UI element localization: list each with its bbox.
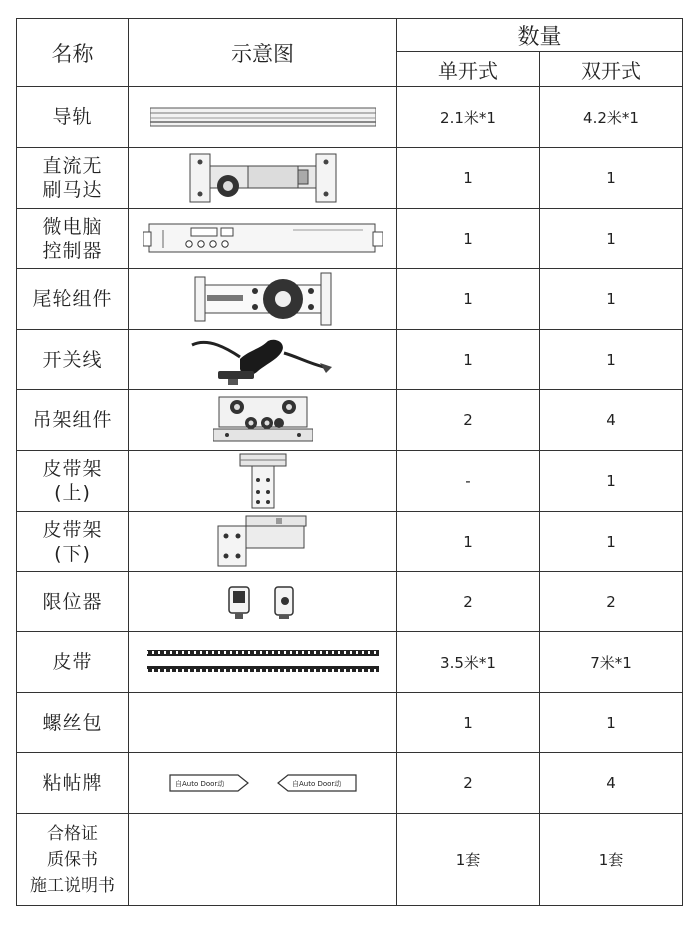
tail-wheel-image [193, 271, 333, 327]
header-single: 单开式 [397, 52, 540, 87]
belt-image [147, 648, 379, 676]
part-name: 开关线 [17, 330, 129, 390]
part-name: 皮带 [17, 632, 129, 693]
belt-bracket-lower-diagram [129, 512, 397, 572]
documents-diagram [129, 814, 397, 906]
sticker-right-label: 自Auto Door动 [291, 780, 341, 788]
qty-single: 2 [397, 753, 540, 814]
limiter-diagram [129, 572, 397, 632]
table-row [17, 209, 683, 269]
qty-single: 1 [397, 512, 540, 572]
rail-image [150, 106, 376, 128]
qty-single: 3.5米*1 [397, 632, 540, 693]
part-name: 导轨 [17, 87, 129, 148]
part-name: 微电脑 控制器 [17, 209, 129, 269]
controller-image [143, 220, 383, 258]
belt-bracket-upper-image [238, 452, 288, 510]
header-row [17, 19, 683, 52]
qty-double: 1 [540, 512, 683, 572]
screw-pack-diagram [129, 693, 397, 753]
motor-diagram [129, 148, 397, 209]
table-row [17, 451, 683, 512]
sticker-image [168, 772, 358, 794]
table-row [17, 753, 683, 814]
part-name: 吊架组件 [17, 390, 129, 451]
qty-single: 1 [397, 148, 540, 209]
table-row [17, 693, 683, 753]
part-name: 直流无 刷马达 [17, 148, 129, 209]
belt-bracket-upper-diagram [129, 451, 397, 512]
part-name: 皮带架 (上) [17, 451, 129, 512]
qty-single: 1 [397, 693, 540, 753]
part-name: 合格证 质保书 施工说明书 [17, 814, 129, 906]
rail-diagram [129, 87, 397, 148]
parts-table [16, 18, 683, 906]
qty-double: 1 [540, 451, 683, 512]
qty-double: 4 [540, 753, 683, 814]
hanger-image [213, 393, 313, 447]
qty-double: 7米*1 [540, 632, 683, 693]
qty-single: 1套 [397, 814, 540, 906]
qty-single: 2 [397, 390, 540, 451]
part-name: 限位器 [17, 572, 129, 632]
tail-wheel-diagram [129, 269, 397, 330]
belt-diagram [129, 632, 397, 693]
table-row [17, 148, 683, 209]
qty-double: 4 [540, 390, 683, 451]
part-name: 尾轮组件 [17, 269, 129, 330]
qty-single: 2 [397, 572, 540, 632]
table-row [17, 632, 683, 693]
qty-single: 1 [397, 209, 540, 269]
part-name: 螺丝包 [17, 693, 129, 753]
part-name: 粘帖牌 [17, 753, 129, 814]
table-row [17, 390, 683, 451]
limiter-image [225, 583, 301, 621]
hanger-diagram [129, 390, 397, 451]
qty-single: 2.1米*1 [397, 87, 540, 148]
table-row [17, 87, 683, 148]
qty-single: 1 [397, 330, 540, 390]
table-row [17, 572, 683, 632]
sticker-left-label: 自Auto Door动 [174, 780, 224, 788]
table-row [17, 512, 683, 572]
table-row [17, 330, 683, 390]
header-quantity: 数量 [397, 19, 683, 52]
qty-double: 1 [540, 269, 683, 330]
switch-cable-image [188, 333, 338, 387]
switch-cable-diagram [129, 330, 397, 390]
qty-double: 2 [540, 572, 683, 632]
controller-diagram [129, 209, 397, 269]
qty-double: 1 [540, 148, 683, 209]
motor-image [188, 152, 338, 204]
qty-single: - [397, 451, 540, 512]
qty-single: 1 [397, 269, 540, 330]
qty-double: 1 [540, 209, 683, 269]
header-diagram: 示意图 [129, 19, 397, 87]
part-name: 皮带架 (下) [17, 512, 129, 572]
table-row [17, 269, 683, 330]
belt-bracket-lower-image [216, 514, 310, 570]
header-double: 双开式 [540, 52, 683, 87]
qty-double: 1 [540, 693, 683, 753]
sticker-diagram [129, 753, 397, 814]
table-row [17, 814, 683, 906]
header-name: 名称 [17, 19, 129, 87]
qty-double: 4.2米*1 [540, 87, 683, 148]
qty-double: 1套 [540, 814, 683, 906]
qty-double: 1 [540, 330, 683, 390]
